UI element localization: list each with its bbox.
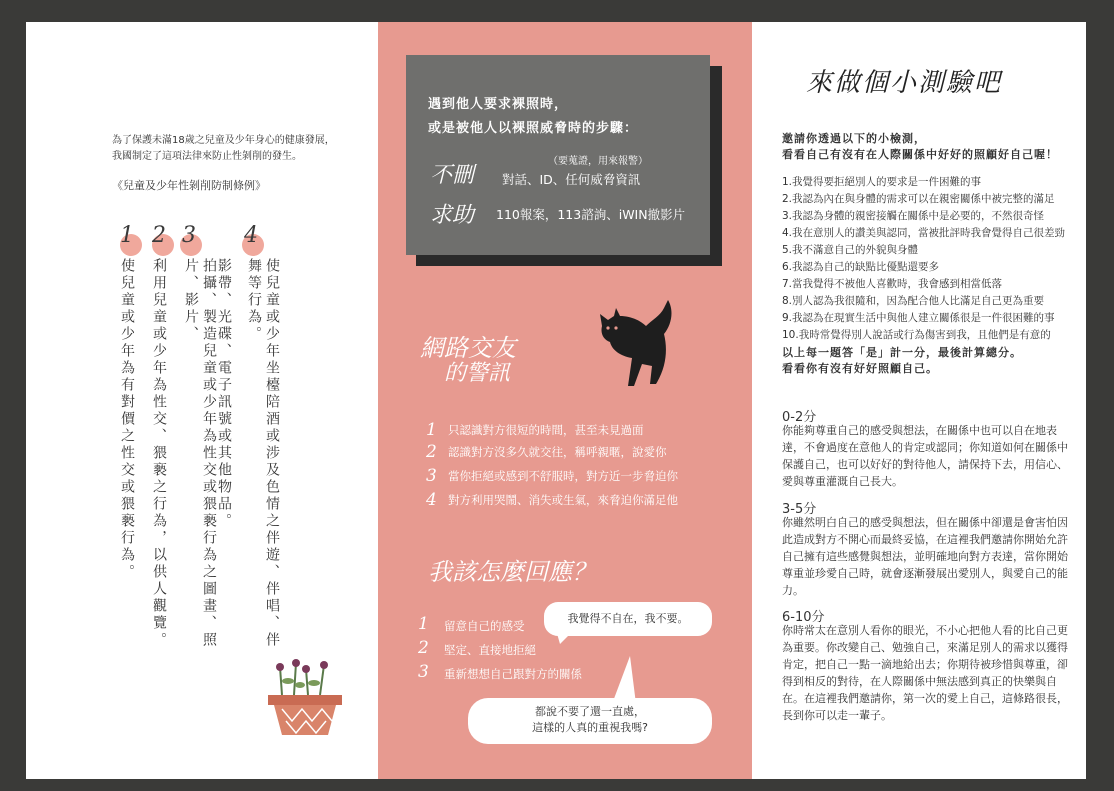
warning-item: 認識對方沒多久就交往，稱呼親暱，說愛你: [448, 445, 667, 459]
quiz-item: 7.當我覺得不被他人喜歡時，我會感到相當低落: [782, 278, 1003, 290]
warning-num: 2: [426, 442, 437, 462]
quiz-item: 4.我在意別人的讚美與認同，當被批評時我會覺得自己很差勁: [782, 227, 1066, 239]
law-title: 《兒童及少年性剝削防制條例》: [112, 179, 266, 192]
warning-item: 對方利用哭鬧、消失或生氣，來脅迫你滿足他: [448, 493, 678, 507]
warning-num: 4: [426, 490, 437, 510]
law-item-column: 利用兒童或少年為性交、猥褻之行為，以供人觀覽。: [151, 258, 167, 649]
speech-bubble-refuse: 我覺得不自在，我不要。: [544, 602, 712, 636]
quiz-item: 6.我認為自己的缺點比優點還要多: [782, 261, 940, 273]
intro-line: 為了保護未滿18歲之兒童及少年身心的健康發展，: [112, 135, 335, 146]
bubble-line: 這樣的人真的重視我嗎?: [532, 721, 648, 734]
warning-item: 當你拒絕或感到不舒服時，對方近一步脅迫你: [448, 469, 678, 483]
step-help-label: 求助: [430, 203, 475, 228]
warning-num: 1: [426, 420, 437, 440]
quiz-invite: 邀請你透過以下的小檢測，: [782, 132, 926, 145]
law-item-column: 拍攝、製造兒童或少年為性交或猥褻行為之圖畫、照片、影片、: [183, 258, 217, 649]
response-item: 重新想想自己跟對方的關係: [444, 667, 582, 681]
quiz-item: 5.我不滿意自己的外貌與身體: [782, 244, 919, 256]
bubble-tail: [612, 656, 636, 704]
flower-pot-icon: [262, 655, 348, 739]
result-text: 你能夠尊重自己的感受與想法，在關係中也可以自在地表達，不會過度在意他人的肯定或認同；你知道如何在關係中保護自己，也可以好好的對待他人，請保持下去，用信心、愛與尊重灌溉自己長大。: [782, 424, 1068, 488]
scoring-rule: 以上每一題答「是」計一分，最後計算總分。: [782, 346, 1022, 359]
quiz-title: 來做個小測驗吧: [806, 68, 1003, 98]
respond-title: 我該怎麼回應？: [428, 558, 596, 586]
result-range: 0-2分: [782, 410, 817, 425]
quiz-item: 9.我認為在現實生活中與他人建立關係很是一件很困難的事: [782, 312, 1055, 324]
result-range: 3-5分: [782, 502, 817, 517]
warning-subtitle: 的警訊: [444, 361, 511, 386]
response-num: 2: [418, 638, 429, 658]
result-text: 你雖然明白自己的感受與想法，但在關係中卻還是會害怕因此造成對方不開心而最終妥協，在這裡我們邀請你開始允許自己擁有這些感覺與想法，並明確地向對方表達，當你開始尊重並珍愛自己時，就會逐漸發展出愛別人，與愛自己的能力。: [782, 516, 1068, 597]
speech-bubble-question: [468, 698, 712, 744]
law-item-column: 使兒童或少年為有對價之性交或猥褻行為。: [119, 258, 135, 581]
warning-num: 3: [426, 466, 437, 486]
bubble-tail: [556, 630, 576, 644]
response-num: 1: [418, 614, 429, 634]
intro-text: [112, 133, 352, 165]
law-item-column: 影帶、光碟、電子訊號或其他物品。: [216, 258, 232, 530]
number-4: 4: [244, 223, 258, 248]
quiz-item: 3.我認為身體的親密接觸在關係中是必要的，不然很奇怪: [782, 210, 1045, 222]
intro-line: 我國制定了這項法律來防止性剝削的發生。: [112, 151, 302, 162]
number-3: 3: [182, 223, 196, 248]
black-cat-icon: [590, 294, 680, 390]
quiz-item: 10.我時常覺得別人說話或行為傷害到我，且他們是有意的: [782, 329, 1051, 341]
law-item-column: 使兒童或少年坐檯陪酒或涉及色情之伴遊、伴唱、伴舞等行為。: [246, 258, 280, 649]
steps-title: 遇到他人要求裸照時，: [428, 97, 569, 112]
quiz-invite: 看看自己有沒有在人際關係中好好的照顧好自己喔！: [782, 148, 1058, 161]
response-item: 留意自己的感受: [444, 619, 525, 633]
step-keep-text: 對話、ID、任何威脅資訊: [502, 172, 641, 187]
result-text: 你時常太在意別人看你的眼光，不小心把他人看的比自己更為重要。你改變自己、勉強自己，來滿足別人的需求以獲得肯定，把自己一點一滴地給出去；你期待被珍惜與尊重，卻得到相反的對待，在人際關係中無法感到真正的快樂與自在。在這裡我們邀請你，第一次的愛上自己，這條路很長，長到你可以走一輩子。: [782, 624, 1068, 722]
response-num: 3: [418, 662, 429, 682]
warning-item: 只認識對方很短的時間，甚至未見過面: [448, 423, 644, 437]
number-1: 1: [120, 223, 134, 248]
quiz-item: 8.別人認為我很隨和，因為配合他人比滿足自己更為重要: [782, 295, 1045, 307]
step-keep-label: 不刪: [430, 163, 475, 188]
evidence-note: （要蒐證，用來報警）: [548, 156, 648, 167]
scoring-rule: 看看你有沒有好好照顧自己。: [782, 362, 938, 375]
quiz-list: [782, 174, 1078, 344]
quiz-item: 2.我認為內在與身體的需求可以在親密關係中被完整的滿足: [782, 193, 1055, 205]
steps-subtitle: 或是被他人以裸照威脅時的步驟：: [428, 121, 639, 136]
result-range: 6-10分: [782, 610, 825, 625]
quiz-item: 1.我覺得要拒絕別人的要求是一件困難的事: [782, 176, 982, 188]
warning-title: 網路交友: [420, 334, 516, 362]
response-item: 堅定、直接地拒絕: [444, 643, 536, 657]
number-2: 2: [152, 223, 166, 248]
step-help-text: 110報案，113諮詢、iWIN撤影片: [496, 207, 686, 222]
bubble-line: 都說不要了還一直處，: [535, 705, 645, 718]
